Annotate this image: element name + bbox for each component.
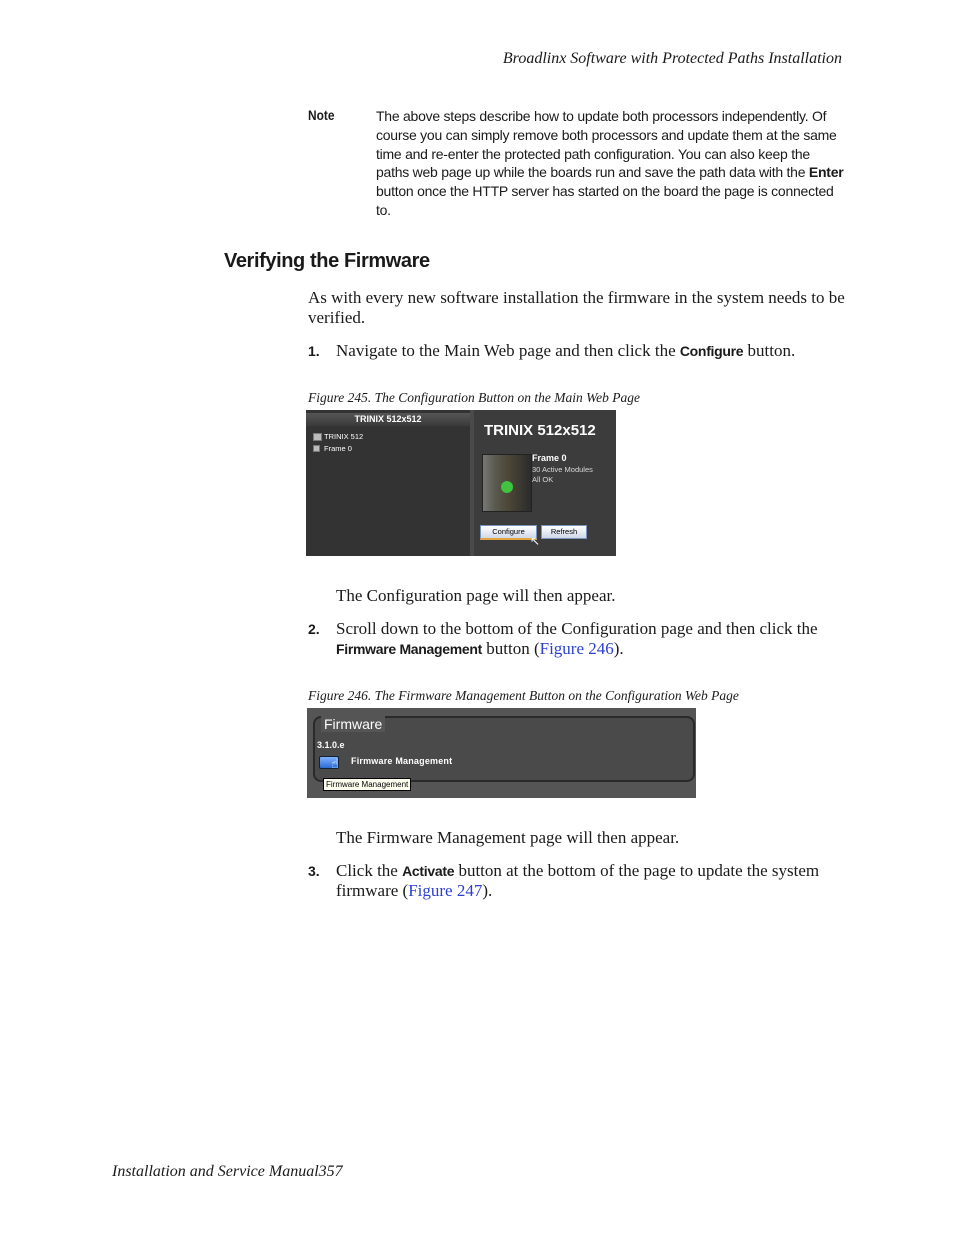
step-1-pre: Navigate to the Main Web page and then click the	[336, 341, 680, 360]
tree-item-trinix[interactable]: TRINIX 512	[324, 432, 364, 441]
step-2-number: 2.	[308, 621, 320, 637]
step-2-text	[336, 619, 876, 659]
figure-246-link[interactable]: Figure 246	[539, 639, 614, 658]
step-2-post: ).	[613, 639, 624, 658]
step-3-post: ).	[482, 881, 493, 900]
step-3-number: 3.	[308, 863, 320, 879]
page-footer	[112, 1163, 343, 1181]
frame-info	[532, 465, 593, 485]
status-led-icon	[501, 481, 513, 493]
step-3-keyword: Activate	[402, 863, 455, 879]
frame-status: All OK	[532, 475, 554, 484]
running-header: Broadlinx Software with Protected Paths Installation	[502, 50, 842, 67]
frame-chassis-icon	[482, 454, 532, 512]
firmware-version: 3.1.0.e	[317, 740, 345, 750]
section-title: Verifying the Firmware	[224, 250, 430, 272]
hand-cursor-icon: ☝	[331, 756, 339, 771]
after-step-1: The Configuration page will then appear.	[336, 586, 616, 605]
step-1-keyword: Configure	[679, 343, 744, 359]
figure-245-caption: Figure 245. The Configuration Button on the Main Web Page	[308, 390, 640, 405]
figure-247-link[interactable]: Figure 247	[408, 881, 483, 900]
main-pane	[474, 410, 616, 556]
step-2-mid: button (	[482, 639, 540, 658]
tree-item-frame[interactable]: Frame 0	[324, 444, 352, 453]
note-keyword-enter: Enter	[808, 164, 844, 181]
configure-button[interactable]: Configure	[480, 525, 537, 540]
tree-pane	[306, 410, 474, 556]
mouse-pointer-icon: ↖	[530, 534, 541, 548]
footer-manual-title: Installation and Service Manual	[112, 1163, 319, 1180]
main-pane-title: TRINIX 512x512	[484, 422, 596, 439]
step-3-pre: Click the	[336, 861, 403, 880]
figure-245-screenshot	[306, 410, 616, 556]
note-label: Note	[308, 107, 335, 123]
note-text-1: The above steps describe how to update both processors independently. Of course you can simply remove both processors and update them at the same time and re-enter the protected path configuration. You can also keep the paths web page up while the boards run and save the path data with the	[376, 108, 837, 181]
figure-246-caption: Figure 246. The Firmware Management Button on the Configuration Web Page	[308, 688, 739, 703]
figure-246-screenshot	[307, 708, 696, 798]
step-1-post: button.	[743, 341, 796, 360]
step-1-number: 1.	[308, 343, 320, 359]
note-body	[376, 107, 846, 220]
expand-icon[interactable]	[313, 445, 320, 452]
tree-pane-title: TRINIX 512x512	[306, 413, 470, 426]
step-3-mid: button at the bottom of the page to update the system firmware (	[336, 861, 820, 900]
step-2-pre: Scroll down to the bottom of the Configuration page and then click the	[336, 619, 818, 638]
frame-name: Frame 0	[532, 453, 567, 463]
firmware-management-label[interactable]: Firmware Management	[351, 756, 453, 766]
after-step-2: The Firmware Management page will then appear.	[336, 828, 680, 847]
section-intro: As with every new software installation the firmware in the system needs to be verified.	[308, 288, 845, 327]
folder-icon	[313, 433, 322, 441]
step-2-keyword: Firmware Management	[336, 641, 483, 657]
firmware-group-title: Firmware	[321, 716, 385, 732]
refresh-button[interactable]: Refresh	[541, 525, 587, 539]
step-3-text	[336, 861, 876, 901]
frame-modules: 30 Active Modules	[532, 465, 593, 474]
firmware-management-tooltip: Firmware Management	[323, 778, 411, 791]
step-1-text	[336, 341, 876, 361]
note-text-2: button once the HTTP server has started on the board the page is connected to.	[376, 183, 834, 218]
page-number: 357	[318, 1163, 343, 1180]
